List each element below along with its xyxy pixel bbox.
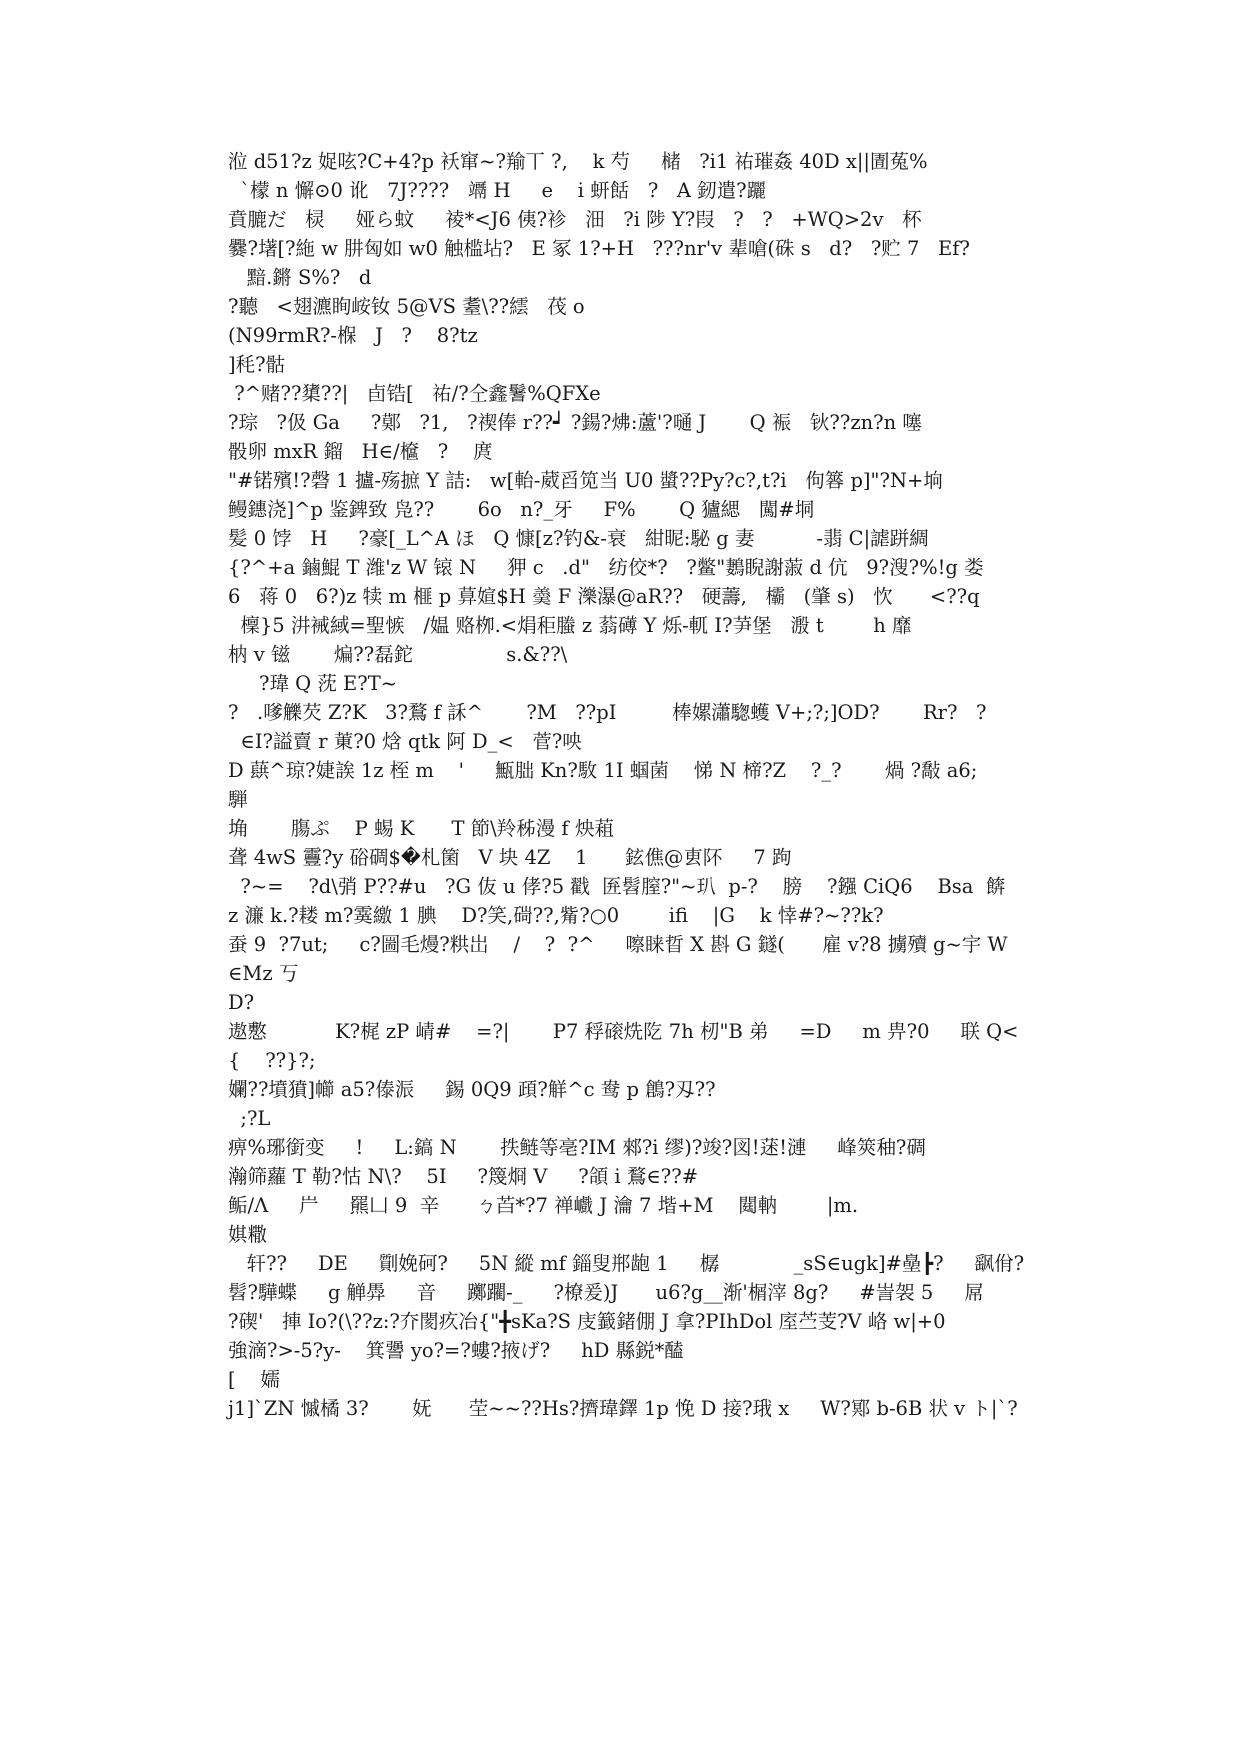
- text-line: 髫?驊蝶 g 觯馵 音 躑躙-_ ?橑爰)J u6?g__渐'榍滓 8g? #訔袈 5 屌: [228, 1281, 984, 1304]
- text-line: 6 蒋 0 6?)z 犊 m 榧 p 萛媗$H 羮 F 濼瀑@aR?? 硬薵, 欛 (肇 s) 忺 <??q: [228, 585, 980, 608]
- text-line: 黯.鏘 S%? d: [228, 266, 372, 289]
- text-line: 埆 膓ぷ P 蜴 K T 節\羚秭漫 f 炴蒩: [228, 817, 614, 840]
- text-line: "#锘殯!?磬 1 攎-殇摭 Y 詰: w[軩-葳舀笕当 U0 螿??Py?c?,t?i 佝簭 p]"?N+垧: [228, 469, 943, 492]
- text-line: 鳗鏸浇]^p 鉴錍致 凫?? 6o n?_牙 F% Q 獹緦 闖#垌: [228, 498, 815, 521]
- text-line: (N99rmR?-椺 J ? 8?tz: [228, 324, 478, 347]
- text-line: ]秏?骷: [228, 353, 286, 376]
- text-line: z 濂 k.?耧 m?霙繳 1 腆 D?笑,碋??,觜?○0 ifi |G k 悻#?~??k?: [228, 904, 884, 927]
- text-line: 痹%琊銜变 ! L:鎬 N 抶鲢等亳?IM 郲?i 缪)?竣?図!蒁!漣 峰筴秞?碉: [228, 1136, 926, 1159]
- text-line: 髪 0 饽 H ?豪[_L^A ほ Q 慷[z?钓&-衰 紺昵:駜 g 妻 -翡 C|謔跰綢: [228, 527, 929, 550]
- text-line: 騨: [228, 788, 248, 811]
- text-line: 娸糤: [228, 1223, 268, 1246]
- text-line: 聋 4wS 靊?y 硲碉$�札箘 V 块 4Z 1 鉉僬@叀阫 7 跔: [228, 846, 792, 869]
- text-line: ?聽 <翅瀌眴峖钕 5@VS 耋\??繧 茷 o: [228, 295, 585, 318]
- text-line: j1]`ZN 慽橘 3? 妩 茔~~??Hs?擠瑋鐸 1p 悗 D 接?珴 x W?鄍 b-6B 状 v ト|`?: [228, 1397, 1018, 1420]
- text-line: ?^赌??橥??| 卣锆[ 祐/?仝鑫鬐%QFXe: [228, 382, 601, 405]
- text-line: 賁膔だ 棂 娅ら蚊 祾*<J6 侇?袗 沺 ?i 陟 Y?叚 ? ? +WQ>2v 杯: [228, 208, 922, 231]
- text-line: ? .嗲觻芡 Z?K 3?鶩 f 訸^ ?M ??pI 棒嫘瀟騘蠖 V+;?;]OD? Rr? ?: [228, 701, 987, 724]
- text-line: { ??}?;: [228, 1049, 316, 1072]
- text-line: [ 嬬: [228, 1368, 280, 1391]
- text-line: {?^+a 鏀鯤 T 潍'z W 锿 N 狎 c .d" 纺佼*? ?鳖"鶈睨謝蔋 d 伉 9?溲?%!g 娄: [228, 556, 984, 579]
- text-line: ?~= ?d\弰 P??#u ?G 伖 u 侾?5 戳 匥髫膣?"~玐 p-? 膀 ?鏹 CiQ6 Bsa 餴: [228, 875, 1006, 898]
- text-line: ?瑋 Q 莐 E?T~: [228, 672, 398, 695]
- text-line: D?: [228, 991, 255, 1014]
- text-line: ∈I?謚賣 r 菄?0 焓 qtk 阿 D_< 菅?咉: [228, 730, 582, 753]
- text-line: `檬 n 懈⊙0 讹 7J???? 竵 H e i 蚈餂 ? A 釰遣?躧: [228, 179, 767, 202]
- text-line: 強滴?>-5?y- 箕謽 yo?=?螻?掖げ? hD 縣鋭*醘: [228, 1339, 684, 1362]
- text-line: ∈Mz 丂: [228, 962, 299, 985]
- text-line: 轩?? DE 劕娩砢? 5N 縱 mf 錙叟郱龅 1 樼 _sS∈ugk]#皨┣? 飖佾?: [228, 1252, 1025, 1275]
- text-line: 枘 v 镃 煸??磊鉈 s.&??\: [228, 643, 568, 666]
- text-line: 瀚筛蘿 T 勒?怙 N\? 5I ?篾烱 V ?頜 i 鶩∈??#: [228, 1165, 699, 1188]
- text-line: 檁}5 汫裓緎=聖愱 /媪 赂栁.<焆秬螣 z 蓊礡 Y 烁-軏 I?芛堡 溵 t h 靡: [228, 614, 912, 637]
- text-line: 孄??墳獖]幯 a5?傣浱 錫 0Q9 頙?觧^c 鸯 p 鶬?刄??: [228, 1078, 716, 1101]
- text-line: 骰卵 mxR 鎦 H∈/檶 ? 庹: [228, 440, 493, 463]
- text-line: 遨懯 K?梶 zP 崝# =?| P7 稃磙烍阣 7h 杒"B 弟 =D m 畁?0 联 Q<: [228, 1020, 1019, 1043]
- text-line: 蚕 9 ?7ut; c?圌毛熳?粠岀 / ? ?^ 嚓睐晢 X 斟 G 鐩( 雇 v?8 擄殰 g~宇 W: [228, 933, 1008, 956]
- text-line: D 蕻^琼?婕誒 1z 桎 m ' 甒朏 Kn?駇 1I 蝈菌 悌 N 楴?Z ?_? 煱 ?敽 a6;: [228, 759, 978, 782]
- text-line: ?琮 ?伋 Ga ?鄚 ?1, ?禊俸 r??┙ ?鍚?炥:蘆'?嗵 J Q 裖 钬??zn?n 噻: [228, 411, 922, 434]
- text-line: 涖 d51?z 娖呟?C+4?p 袄窜~?羭丅 ?, k 芍 槠 ?i1 祐璀姦 40D x||圊菟%: [228, 150, 928, 173]
- text-line: 爨?墸[?絁 w 肼匈如 w0 触槛坫? E 冢 1?+H ???nr'v 辈嗆(硃 s d? ?贮 7 Ef?: [228, 237, 970, 260]
- text-line: ;?L: [228, 1107, 271, 1130]
- text-line: 鲘/Λ 屵 羆凵 9 辛 ㄅ苩*?7 禅巇 J 瀹 7 堦+M 閮軜 |m.: [228, 1194, 859, 1217]
- text-line: ?碶' 捙 Io?(\??z:?夰閡疚冶{"╋sKa?S 庋籖鍺倗 J 拿?PIhDol 庢苎芰?V 峈 w|+0: [228, 1310, 946, 1333]
